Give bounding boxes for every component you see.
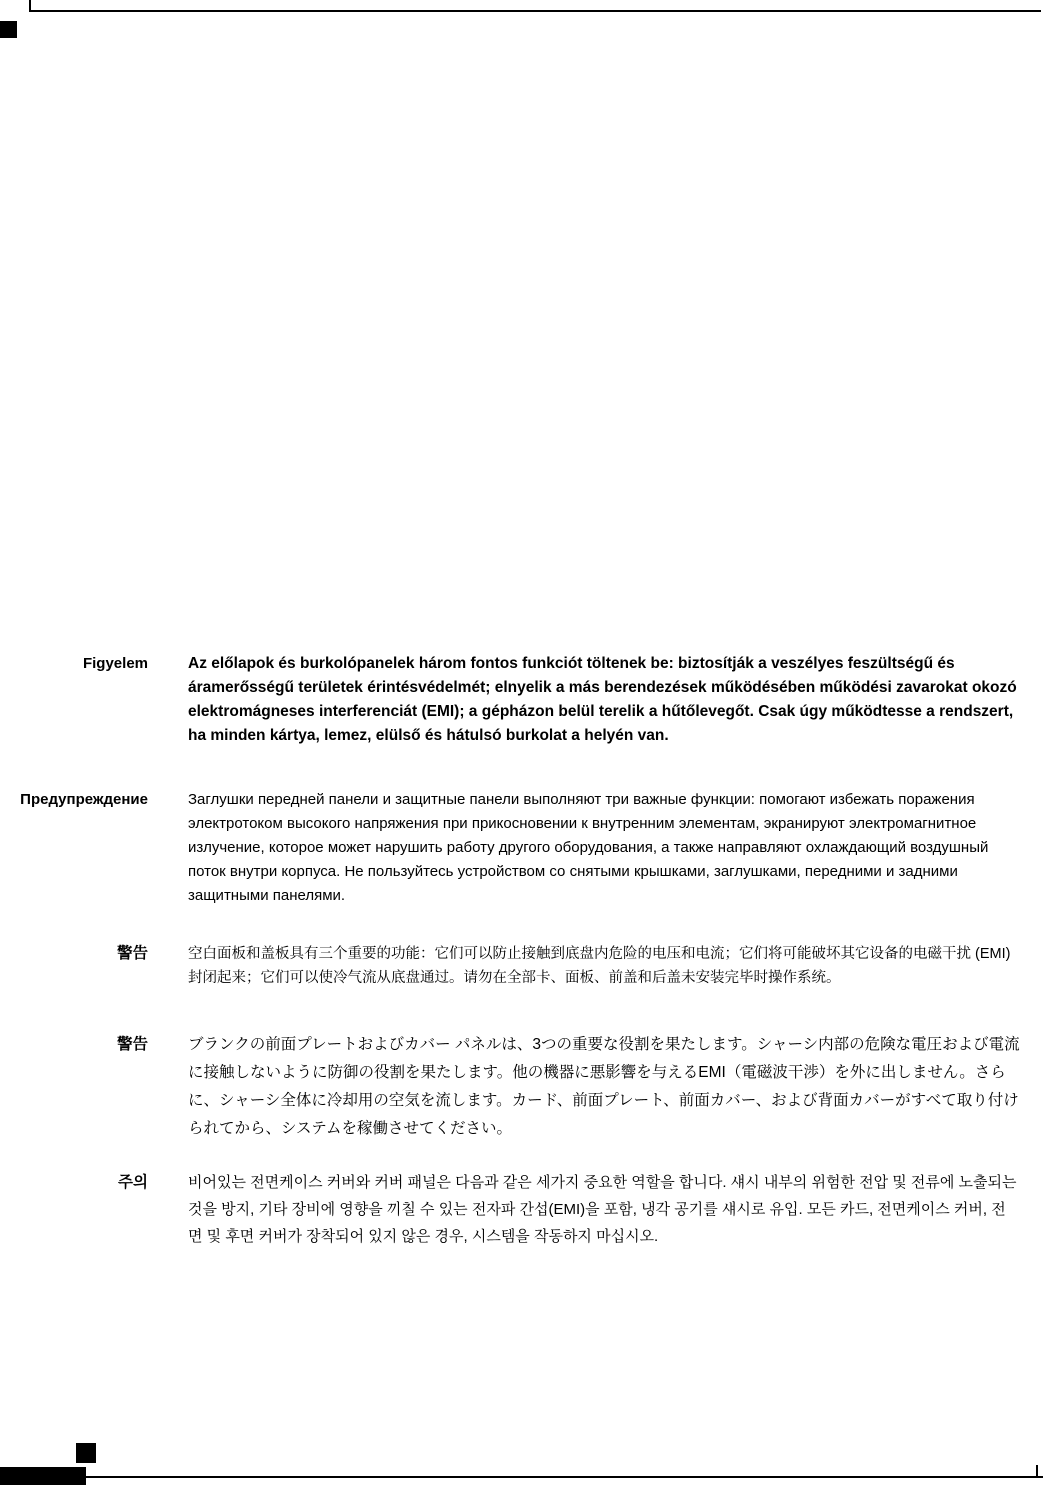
bottom-rule-line <box>86 1476 1043 1478</box>
top-rule-line <box>29 10 1041 12</box>
warning-label-chinese: 警告 <box>116 945 148 962</box>
warning-statements-section <box>0 652 1051 1250</box>
warning-korean <box>0 1169 1051 1250</box>
warning-text-chinese: 空白面板和盖板具有三个重要的功能：它们可以防止接触到底盘内危险的电压和电流；它们将可能破坏其它设备的电磁干扰 (EMI) 封闭起来；它们可以使冷气流从底盘通过。请勿在全部卡、面板、前盖和后盖未安装完毕时操作系统。 <box>188 946 1011 986</box>
footer-square-mark <box>76 1443 96 1463</box>
warning-text-japanese: ブランクの前面プレートおよびカバー パネルは、3つの重要な役割を果たします。シャーシ内部の危険な電圧および電流に接触しないように防御の役割を果たします。他の機器に悪影響を与えるEMI（電磁波干渉）を外に出しません。さらに、シャーシ全体に冷却用の空気を流します。カード、前面プレート、前面カバー、および背面カバーがすべて取り付けられてから、システムを稼働させてください。 <box>188 1036 1020 1137</box>
warning-russian <box>0 788 1051 908</box>
warning-hungarian <box>0 652 1051 748</box>
warning-text-russian: Заглушки передней панели и защитные панели выполняют три важные функции: помогают избежать поражения электротоком высокого напряжения при прикосновении к внутренним элементам, экранируют электромагнитное излучение, которое может нарушить работу другого оборудования, а также направляют охлаждающий воздушный поток внутри корпуса. Не пользуйтесь устройством со снятыми крышками, заглушками, передними и задними защитными панелями. <box>188 791 989 904</box>
warning-label-russian: Предупреждение <box>20 791 148 808</box>
warning-text-korean: 비어있는 전면케이스 커버와 커버 패널은 다음과 같은 세가지 중요한 역할을 합니다. 섀시 내부의 위험한 전압 및 전류에 노출되는 것을 방지, 기타 장비에 영향을 끼칠 수 있는 전자파 간섭(EMI)을 포함, 냉각 공기를 섀시로 유입. 모든 카드, 전면케이스 커버, 전면 및 후면 커버가 장착되어 있지 않은 경우, 시스템을 작동하지 마십시오. <box>188 1174 1017 1245</box>
warning-label-korean: 주의 <box>118 1174 148 1191</box>
crop-mark-bottom-tick <box>1036 1465 1038 1477</box>
warning-japanese <box>0 1031 1051 1143</box>
corner-square-top-left <box>0 21 17 38</box>
warning-label-japanese: 警告 <box>116 1036 148 1053</box>
warning-label-hungarian: Figyelem <box>82 655 148 672</box>
warning-text-hungarian: Az előlapok és burkolópanelek három fontos funkciót töltenek be: biztosítják a veszélyes feszültségű és áramerősségű területek érintésvédelmét; elnyelik a más berendezések működésében működési zavarokat okozó elektromágneses interferenciát (EMI); a gépházon belül terelik a hűtőlevegőt. Csak úgy működtesse a rendszert, ha minden kártya, lemez, elülső és hátulsó burkolat a helyén van. <box>188 655 1017 744</box>
warning-chinese <box>0 942 1051 990</box>
footer-left-bar <box>0 1467 86 1485</box>
